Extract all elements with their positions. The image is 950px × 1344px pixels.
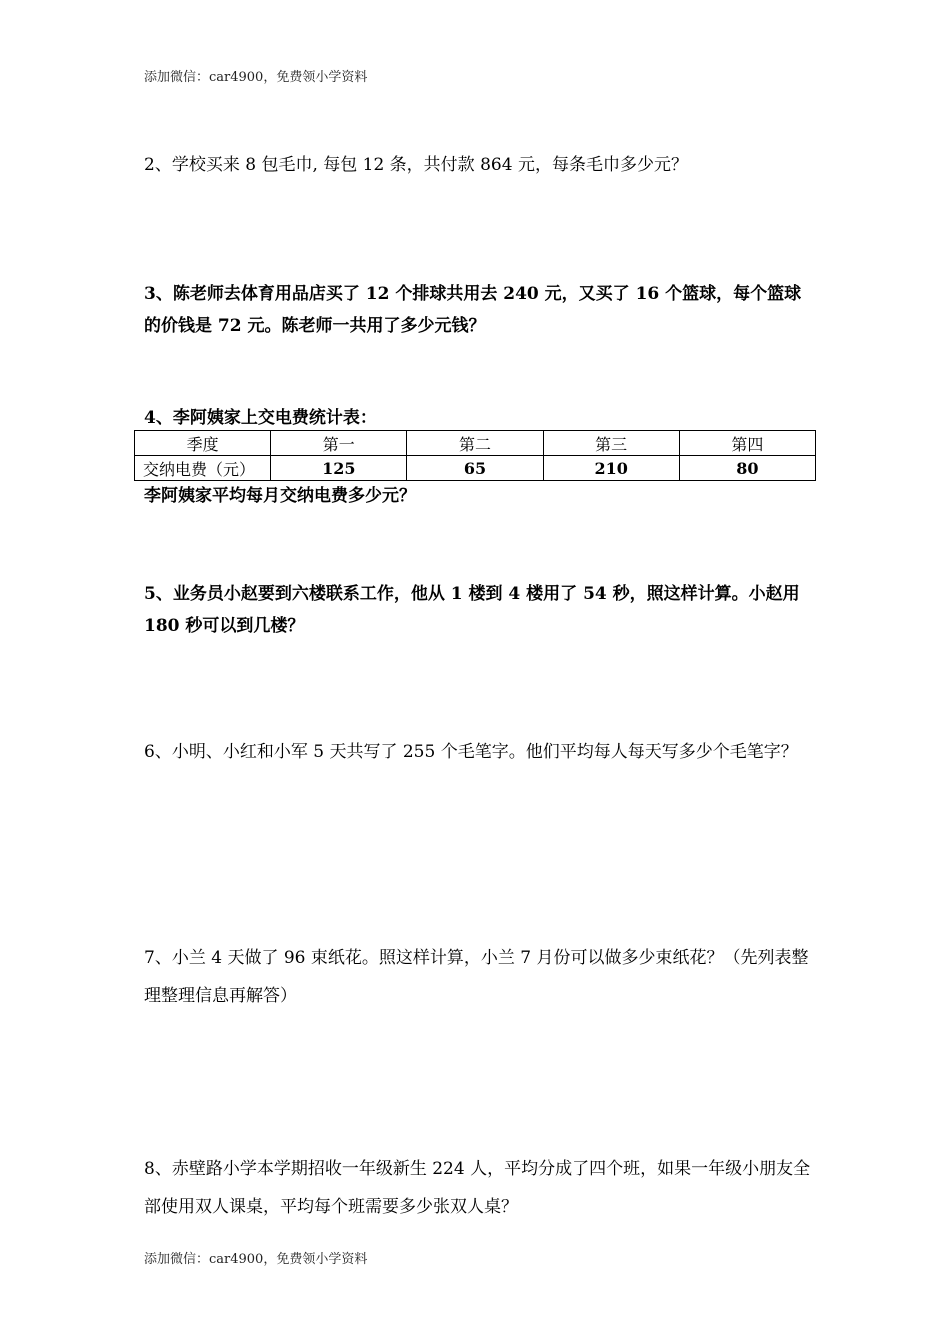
table-cell: 80 — [679, 456, 815, 481]
question-2: 2、学校买来 8 包毛巾, 每包 12 条，共付款 864 元，每条毛巾多少元？ — [144, 155, 688, 175]
question-4-title: 4、李阿姨家上交电费统计表： — [144, 408, 377, 428]
table-cell: 65 — [407, 456, 543, 481]
table-header-cell: 第三 — [543, 431, 679, 456]
footer-watermark: 添加微信：car4900，免费领小学资料 — [144, 1252, 368, 1267]
electricity-fee-table — [134, 430, 816, 481]
table-header-row — [135, 431, 816, 456]
question-5: 5、业务员小赵要到六楼联系工作，他从 1 楼到 4 楼用了 54 秒，照这样计算。小赵用 180 秒可以到几楼？ — [144, 584, 800, 636]
question-6: 6、小明、小红和小军 5 天共写了 255 个毛笔字。他们平均每人每天写多少个毛笔字？ — [144, 742, 798, 762]
table-header-cell: 第四 — [679, 431, 815, 456]
header-watermark: 添加微信：car4900，免费领小学资料 — [144, 70, 368, 85]
question-8: 8、赤壁路小学本学期招收一年级新生 224 人，平均分成了四个班，如果一年级小朋友全部使用双人课桌，平均每个班需要多少张双人桌？ — [144, 1159, 811, 1217]
table-cell: 210 — [543, 456, 679, 481]
table-row — [135, 456, 816, 481]
question-4-followup: 李阿姨家平均每月交纳电费多少元？ — [144, 486, 416, 506]
question-7: 7、小兰 4 天做了 96 束纸花。照这样计算，小兰 7 月份可以做多少束纸花？（先列表整理整理信息再解答） — [144, 948, 809, 1006]
table-header-cell: 第一 — [271, 431, 407, 456]
table-cell: 125 — [271, 456, 407, 481]
question-3: 3、陈老师去体育用品店买了 12 个排球共用去 240 元，又买了 16 个篮球，每个篮球的价钱是 72 元。陈老师一共用了多少元钱？ — [144, 284, 802, 336]
table-header-cell: 第二 — [407, 431, 543, 456]
table-header-cell: 季度 — [135, 431, 271, 456]
table-row-label: 交纳电费（元） — [135, 456, 271, 481]
